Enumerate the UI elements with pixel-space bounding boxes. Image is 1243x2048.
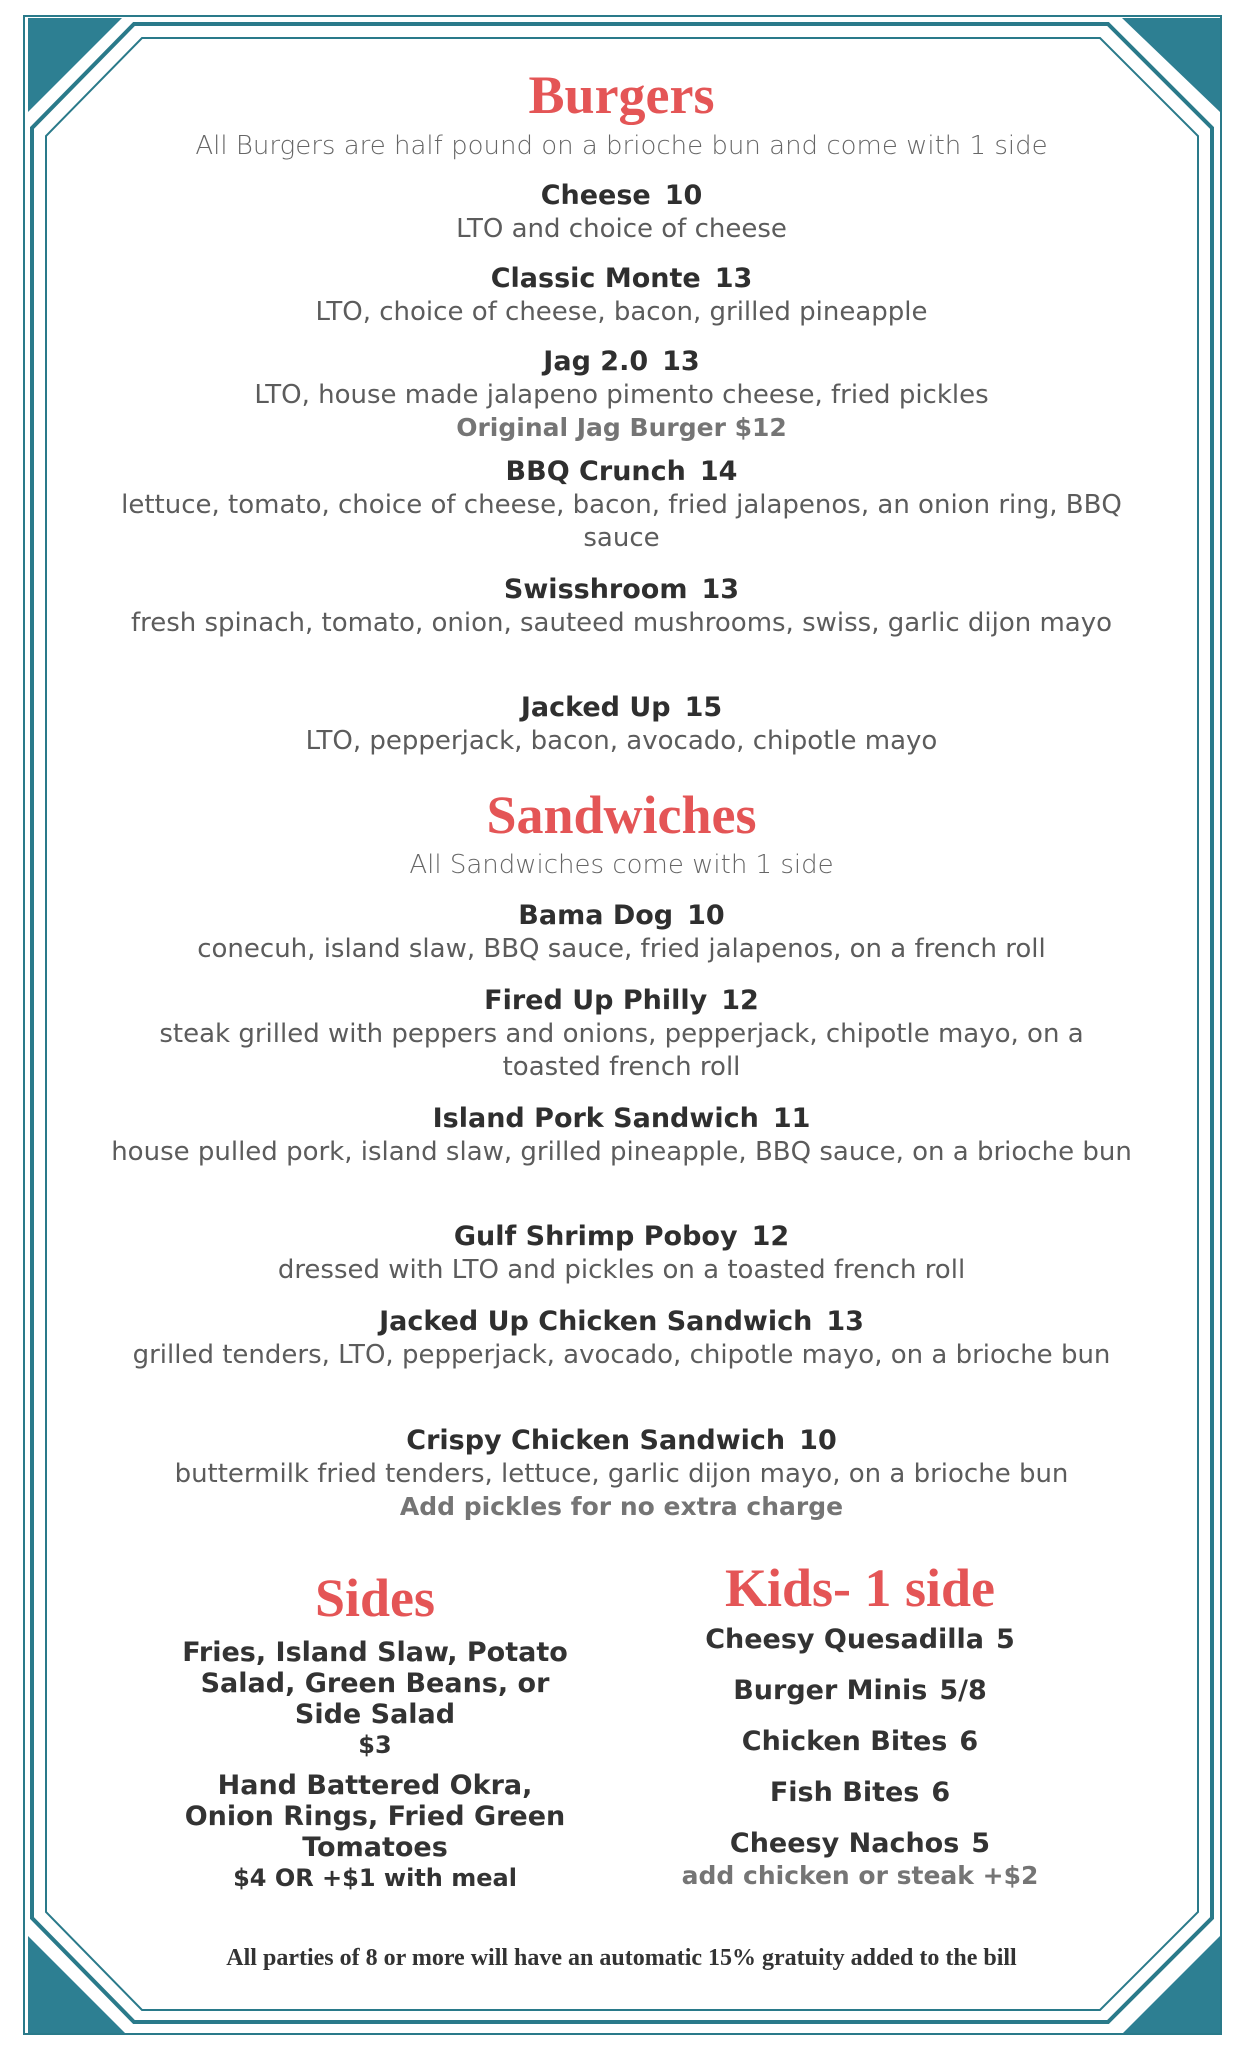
item-price: 10	[799, 1425, 837, 1456]
menu-item	[110, 1220, 1133, 1287]
menu-item	[110, 1305, 1133, 1372]
item-price: 11	[772, 1103, 811, 1134]
sandwiches-title: Sandwiches	[486, 785, 757, 845]
item-heading	[110, 1220, 1133, 1254]
item-description: grilled tenders, LTO, pepperjack, avocado, chipotle mayo, on a brioche bun	[132, 1340, 1111, 1370]
item-name: Crispy Chicken Sandwich	[406, 1425, 786, 1456]
item-price: 14	[699, 456, 738, 487]
item-name: Classic Monte	[490, 263, 701, 294]
item-description: buttermilk fried tenders, lettuce, garlic dijon mayo, on a brioche bun	[174, 1459, 1069, 1489]
item-description: fresh spinach, tomato, onion, sauteed mushrooms, swiss, garlic dijon mayo	[130, 608, 1113, 638]
sandwiches-intro: All Sandwiches come with 1 side	[409, 850, 834, 880]
kids-item	[650, 1725, 1070, 1759]
side-price: $3	[358, 1731, 392, 1759]
item-description: conecuh, island slaw, BBQ sauce, fried jalapenos, on a french roll	[197, 934, 1046, 964]
item-name: Jacked Up	[520, 692, 671, 723]
item-name: Bama Dog	[518, 900, 674, 931]
kids-column	[650, 1557, 1070, 1891]
menu-item	[110, 573, 1133, 640]
item-heading	[110, 984, 1133, 1018]
item-price: 13	[826, 1306, 864, 1337]
kids-item-price: 5	[971, 1828, 991, 1859]
menu-item	[110, 455, 1133, 555]
menu-item	[110, 262, 1133, 329]
menu-item	[110, 984, 1133, 1084]
item-heading	[110, 691, 1133, 725]
item-heading	[110, 262, 1133, 296]
side-group	[170, 1637, 580, 1760]
item-name: Cheese	[540, 180, 651, 211]
item-description: dressed with LTO and pickles on a toasted french roll	[277, 1255, 966, 1285]
side-price: $4 OR +$1 with meal	[233, 1864, 517, 1892]
item-name: Fired Up Philly	[484, 985, 708, 1016]
burgers-intro: All Burgers are half pound on a brioche bun and come with 1 side	[195, 131, 1048, 161]
item-heading	[110, 345, 1133, 379]
item-name: Gulf Shrimp Poboy	[453, 1221, 738, 1252]
item-name: Island Pork Sandwich	[432, 1103, 759, 1134]
sides-column	[170, 1567, 580, 1893]
kids-item-note: add chicken or steak +$2	[681, 1861, 1039, 1890]
kids-item	[650, 1674, 1070, 1708]
corner-triangle-bottom-left	[28, 1936, 126, 2034]
item-name: Jag 2.0	[543, 346, 649, 377]
kids-item-price: 5	[996, 1624, 1015, 1655]
kids-item-name: Cheesy Nachos	[729, 1828, 960, 1859]
kids-title: Kids- 1 side	[724, 1558, 996, 1618]
menu-item	[110, 1102, 1133, 1169]
side-options: Hand Battered Okra, Onion Rings, Fried Green Tomatoes	[184, 1770, 566, 1863]
item-description: steak grilled with peppers and onions, pepperjack, chipotle mayo, on a toasted french roll	[159, 1019, 1084, 1082]
item-heading	[110, 573, 1133, 607]
item-price: 13	[714, 263, 753, 294]
sides-title: Sides	[314, 1568, 436, 1628]
corner-triangle-bottom-right	[1122, 1936, 1220, 2034]
item-heading	[110, 1424, 1133, 1458]
item-price: 15	[684, 692, 723, 723]
item-description: LTO and choice of cheese	[456, 214, 787, 244]
item-note: Original Jag Burger $12	[456, 413, 787, 442]
kids-item	[650, 1827, 1070, 1861]
item-description: LTO, house made jalapeno pimento cheese, fried pickles	[254, 380, 989, 410]
item-price: 10	[687, 900, 725, 931]
burgers-title: Burgers	[528, 65, 715, 125]
item-description: LTO, pepperjack, bacon, avocado, chipotle mayo	[305, 726, 938, 756]
item-description: LTO, choice of cheese, bacon, grilled pineapple	[315, 297, 928, 327]
kids-item-name: Fish Bites	[769, 1777, 920, 1808]
item-heading	[110, 179, 1133, 213]
side-options: Fries, Island Slaw, Potato Salad, Green Beans, or Side Salad	[182, 1637, 568, 1730]
gratuity-note: All parties of 8 or more will have an automatic 15% gratuity added to the bill	[226, 1945, 1017, 1971]
side-group	[170, 1770, 580, 1893]
item-name: Jacked Up Chicken Sandwich	[379, 1306, 813, 1337]
menu-item	[110, 691, 1133, 758]
menu-item	[110, 1424, 1133, 1523]
kids-item-name: Burger Minis	[733, 1675, 928, 1706]
item-heading	[110, 899, 1133, 933]
item-price: 13	[701, 574, 740, 605]
kids-item-name: Chicken Bites	[741, 1726, 948, 1757]
kids-item	[650, 1623, 1070, 1657]
item-price: 12	[721, 985, 759, 1016]
menu-item	[110, 345, 1133, 444]
item-price: 13	[662, 346, 700, 377]
kids-item-price: 6	[931, 1777, 951, 1808]
menu-item	[110, 899, 1133, 966]
kids-item-price: 5/8	[939, 1675, 987, 1706]
menu-item	[110, 179, 1133, 246]
item-heading	[110, 1305, 1133, 1339]
item-heading	[110, 1102, 1133, 1136]
item-price: 10	[664, 180, 703, 211]
item-description: house pulled pork, island slaw, grilled pineapple, BBQ sauce, on a brioche bun	[111, 1137, 1132, 1167]
kids-item-price: 6	[959, 1726, 979, 1757]
item-name: BBQ Crunch	[505, 456, 686, 487]
kids-item-name: Cheesy Quesadilla	[705, 1624, 985, 1655]
item-heading	[110, 455, 1133, 489]
kids-item	[650, 1776, 1070, 1810]
item-note: Add pickles for no extra charge	[399, 1492, 844, 1521]
item-description: lettuce, tomato, choice of cheese, bacon, fried jalapenos, an onion ring, BBQ sauce	[121, 490, 1122, 553]
item-price: 12	[751, 1221, 790, 1252]
item-name: Swisshroom	[503, 574, 688, 605]
